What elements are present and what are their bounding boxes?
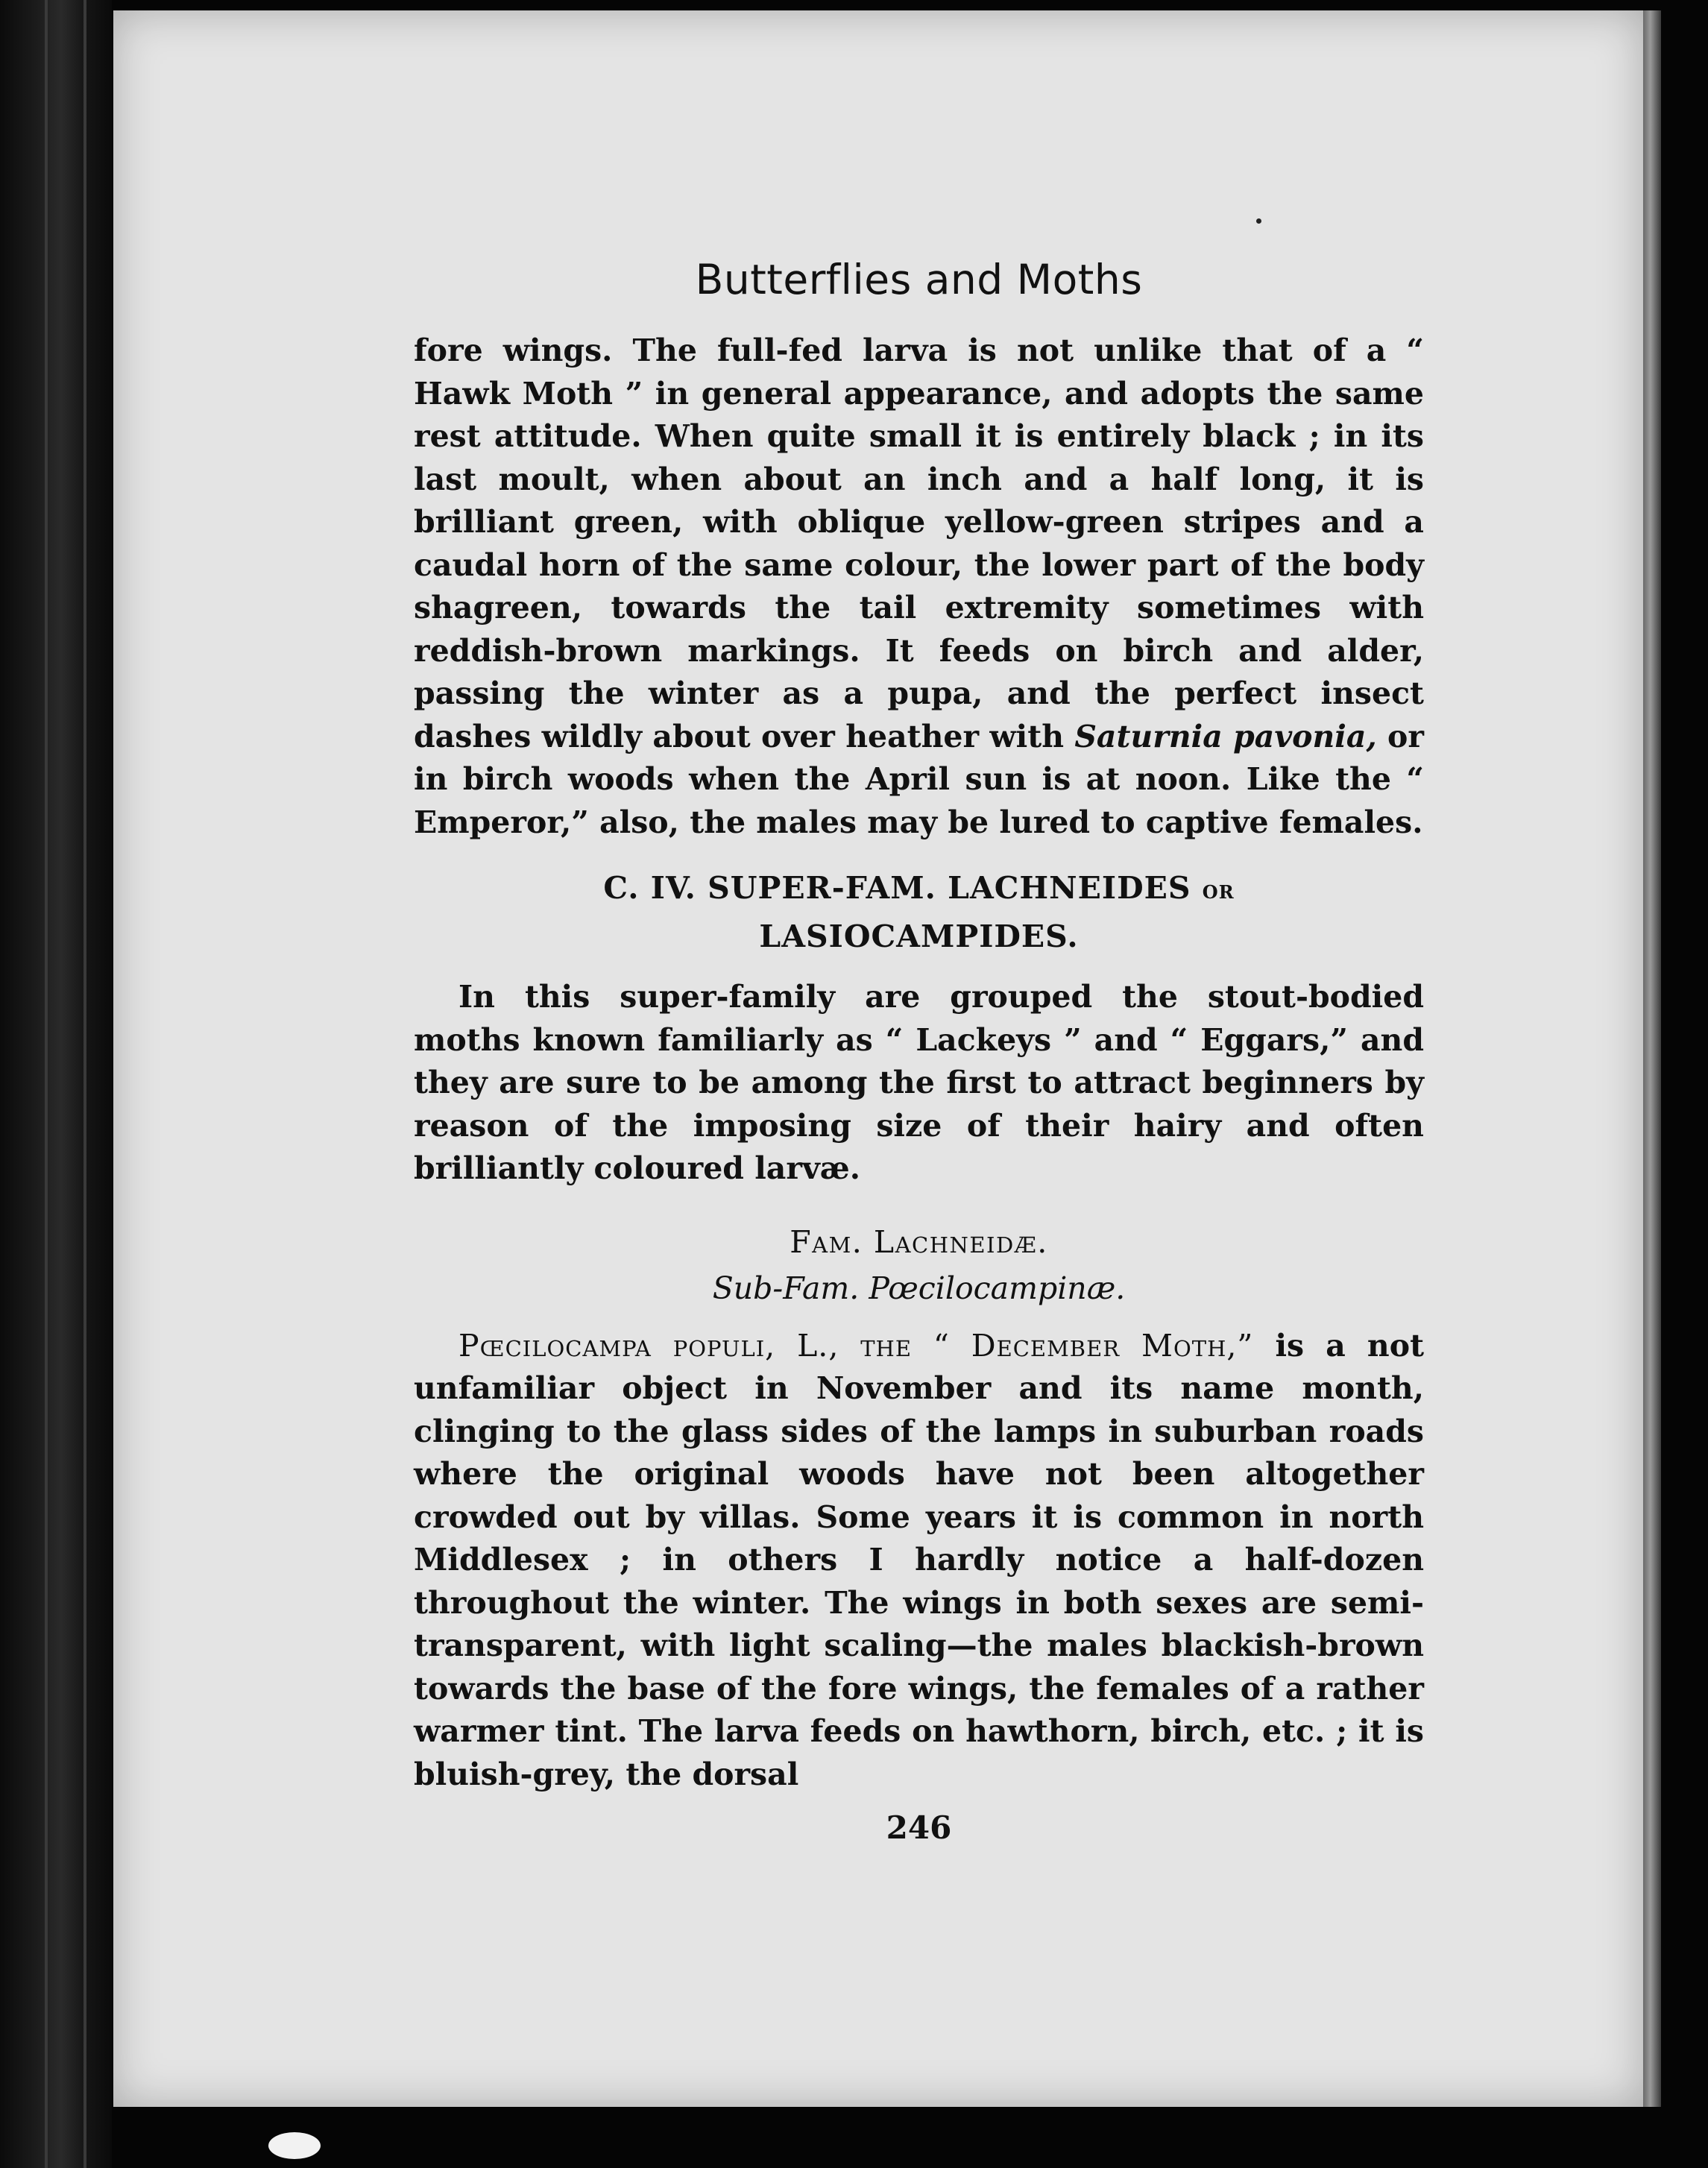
paragraph-text: is a not unfamiliar object in November and its name month, clinging to the glass sides of the lamps in suburban roads where the original woods have not been altogether crowded out by villas. Some years it is common in north Middlesex ; in others I hardly notice a half-dozen throughout the winter. The wings in both sexes are semi-transparent, with light scaling—the males blackish-brown towards the base of the fore wings, the females of a rather warmer tint. The larva feeds on hawthorn, birch, etc. ; it is bluish-grey, the dorsal (414, 1327, 1425, 1792)
page-number: 246 (886, 1809, 952, 1846)
heading-or: or (1202, 875, 1235, 905)
book-spine (0, 0, 112, 2168)
spine-line (45, 0, 48, 2168)
species-name: Saturnia pavonia, (1074, 718, 1377, 754)
page-text (414, 253, 1424, 1850)
paragraph (414, 330, 1424, 844)
heading-line: C. IV. SUPER-FAM. LACHNEIDES (603, 870, 1191, 906)
paper-speck (268, 2132, 321, 2159)
family-label: Fam. Lachneidæ. (790, 1223, 1048, 1260)
section-heading (414, 865, 1424, 959)
paragraph-text: fore wings. The full-fed larva is not unlike that of a “ Hawk Moth ” in general appearance, and adopts the same rest attitude. When quite small it is entirely black ; in its last moult, when about an inch and a half long, it is brilliant green, with oblique yellow-green stripes and a caudal horn of the same colour, the lower part of the body shagreen, towards the tail extremity sometimes with reddish-brown markings. It feeds on birch and alder, passing the winter as a pupa, and the perfect insect dashes wildly about over heather with (414, 333, 1424, 754)
heading-line: LASIOCAMPIDES. (759, 918, 1079, 954)
subfamily-heading: Sub-Fam. Pœcilocampinæ. (712, 1270, 1126, 1306)
page-edge (1643, 10, 1661, 2107)
paragraph (414, 1325, 1424, 1797)
family-heading (414, 1219, 1424, 1265)
running-head: Butterflies and Moths (695, 256, 1143, 303)
ink-speck (1256, 218, 1261, 224)
paragraph-text: or in birch woods when the April sun is at noon. Like the “ Emperor,” also, the males may be lured to captive females. (414, 718, 1424, 840)
paragraph: In this super-family are grouped the stout-bodied moths known familiarly as “ Lackeys ” and “ Eggars,” and they are sure to be among the first to attract beginners by reason of the imposing size of their hairy and often brilliantly coloured larvæ. (414, 979, 1424, 1186)
species-name: Pœcilocampa populi, L., the “ December Moth,” (458, 1327, 1254, 1364)
spine-line (83, 0, 86, 2168)
